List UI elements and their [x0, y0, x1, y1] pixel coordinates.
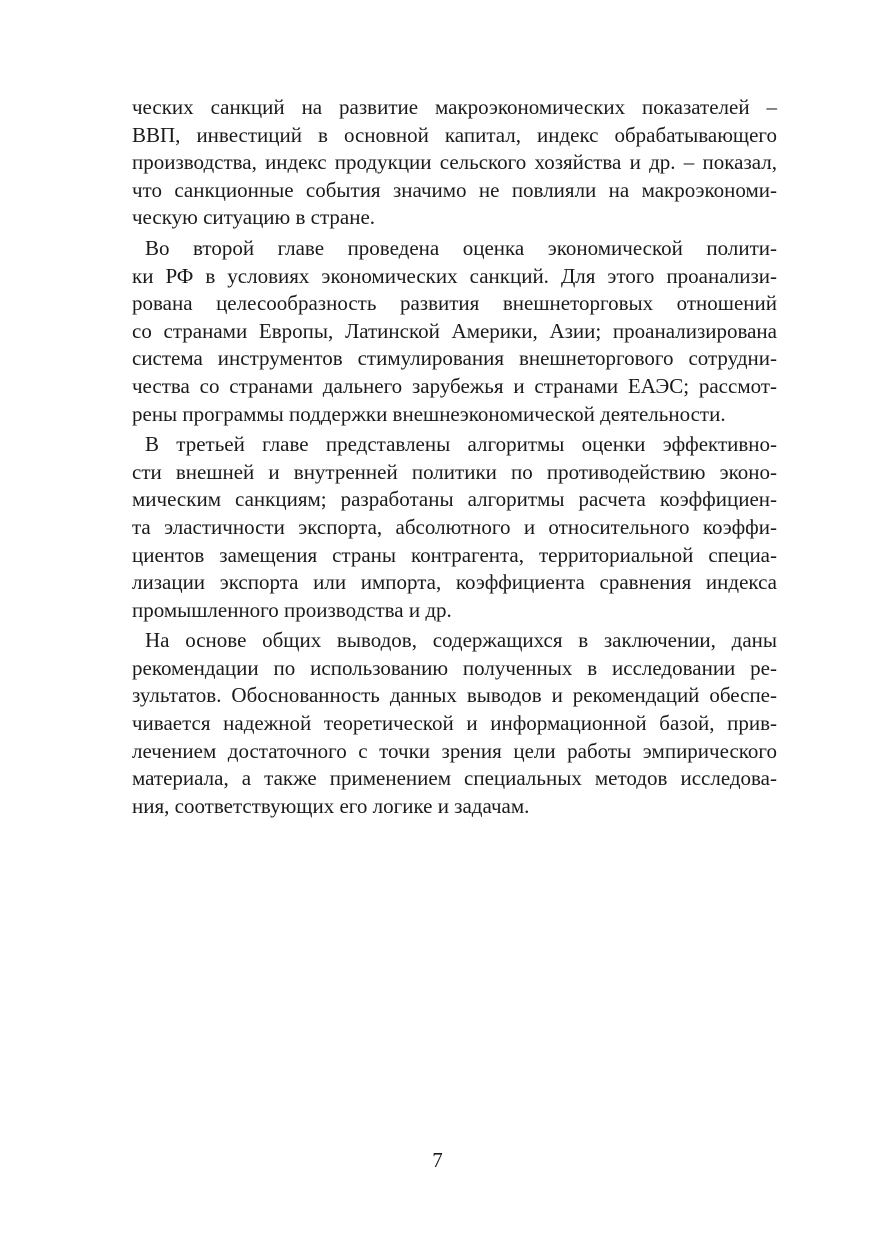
- text-line: со странами Европы, Латинской Америки, Азии; проанализирована: [132, 318, 777, 343]
- text-line: зультатов. Обоснованность данных выводов и рекомендаций обеспе-: [132, 683, 777, 708]
- text-line: что санкционные события значимо не повлияли на макроэкономи-: [132, 177, 777, 202]
- text-line: ВВП, инвестиций в основной капитал, индекс обрабатывающего: [132, 122, 777, 147]
- text-line: ческую ситуацию в стране.: [132, 205, 376, 230]
- text-line: та эластичности экспорта, абсолютного и относительного коэффи-: [132, 514, 777, 539]
- text-line: рекомендации по использованию полученных в исследовании ре-: [132, 655, 777, 680]
- text-line: система инструментов стимулирования внешнеторгового сотрудни-: [132, 346, 777, 371]
- text-line: В третьей главе представлены алгоритмы оценки эффективно-: [145, 432, 777, 457]
- paragraph-1: [132, 94, 777, 232]
- text-line: ки РФ в условиях экономических санкций. Для этого проанализи-: [132, 263, 777, 288]
- text-line: производства, индекс продукции сельского хозяйства и др. – показал,: [132, 150, 777, 175]
- text-line: промышленного производства и др.: [132, 597, 452, 622]
- text-line: материала, а также применением специальных методов исследова-: [132, 766, 777, 791]
- text-line: лизации экспорта или импорта, коэффициента сравнения индекса: [132, 570, 777, 595]
- page-number: 7: [432, 1148, 443, 1172]
- text-line: чивается надежной теоретической и информационной базой, прив-: [132, 711, 777, 736]
- paragraph-3: [132, 431, 777, 624]
- text-line: сти внешней и внутренней политики по противодействию эконо-: [132, 459, 777, 484]
- text-line: чества со странами дальнего зарубежья и странами ЕАЭС; рассмот-: [132, 373, 777, 398]
- text-line: ческих санкций на развитие макроэкономических показателей –: [132, 95, 777, 119]
- text-line: рована целесообразность развития внешнеторговых отношений: [132, 291, 777, 316]
- text-line: лечением достаточного с точки зрения цели работы эмпирического: [132, 738, 777, 763]
- text-line: На основе общих выводов, содержащихся в заключении, даны: [145, 628, 777, 653]
- paragraph-4: [132, 627, 777, 820]
- paragraph-2: [132, 235, 777, 428]
- text-line: циентов замещения страны контрагента, территориальной специа-: [132, 542, 777, 567]
- text-line: мическим санкциям; разработаны алгоритмы расчета коэффициен-: [132, 487, 777, 512]
- body-text: [132, 94, 777, 820]
- text-line: рены программы поддержки внешнеэкономической деятельности.: [132, 401, 726, 426]
- text-line: ния, соответствующих его логике и задачам.: [132, 793, 530, 818]
- text-line: Во второй главе проведена оценка экономической полити-: [145, 235, 777, 260]
